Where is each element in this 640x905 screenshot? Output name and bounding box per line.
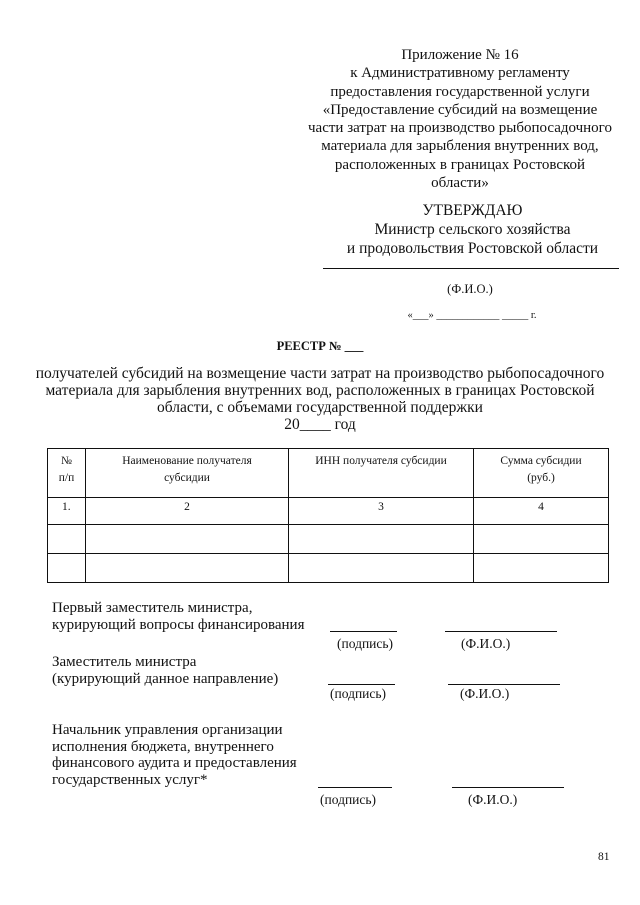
appendix-line: части затрат на производство рыбопосадочного [308, 120, 612, 137]
table-cell [474, 554, 609, 583]
signature-label: (подпись) [330, 686, 387, 701]
appendix-line: материала для зарыбления внутренних вод, [321, 138, 599, 155]
approval-line: Министр сельского хозяйства [374, 221, 571, 238]
header-cell-amount [474, 449, 609, 498]
appendix-line: области» [431, 175, 489, 192]
header-text: ИНН получателя субсидии [315, 455, 447, 467]
table-cell [86, 554, 289, 583]
header-text: субсидии [164, 472, 210, 484]
signature-line [318, 787, 392, 788]
table-cell [86, 525, 289, 554]
fio-line [445, 631, 557, 632]
appendix-line: предоставления государственной услуги [330, 83, 590, 100]
table-cell [474, 525, 609, 554]
signatory-title [52, 654, 332, 687]
header-text: п/п [58, 472, 75, 484]
fio-label: (Ф.И.О.) [461, 636, 511, 651]
appendix-line: расположенных в границах Ростовской [334, 156, 586, 173]
approval-fio-label: (Ф.И.О.) [447, 282, 493, 296]
table-row [48, 498, 609, 525]
fio-line [452, 787, 564, 788]
approval-line: и продовольствия Ростовской области [346, 240, 599, 257]
fio-line [448, 684, 560, 685]
header-text: Сумма субсидии [500, 455, 582, 467]
signature-line [328, 684, 395, 685]
approval-block [300, 201, 640, 258]
signatory-title-line: (курирующий данное направление) [52, 670, 279, 687]
signatory-title-line: исполнения бюджета, внутреннего [52, 738, 274, 755]
register-description-line: материала для зарыбления внутренних вод, расположенных в границах Ростовской [45, 382, 595, 399]
register-description-line: получателей субсидий на возмещение части затрат на производство рыбопосадочного [35, 365, 605, 382]
signature-label: (подпись) [320, 792, 377, 807]
approval-date-line: «___» ____________ _____ г. [407, 310, 537, 321]
signatory-title-line: Начальник управления организации [52, 722, 283, 738]
signatory-title-line: Заместитель министра [52, 654, 197, 670]
signature-line [330, 631, 397, 632]
table-cell: 3 [289, 498, 474, 525]
signatory-title-line: курирующий вопросы финансирования [52, 616, 305, 633]
signatory-title-line: государственных услуг* [52, 771, 208, 788]
header-text: Наименование получателя [122, 455, 252, 467]
table-cell [289, 525, 474, 554]
fio-label: (Ф.И.О.) [460, 686, 510, 701]
register-year: 20____ год [284, 416, 356, 433]
table-row [48, 525, 609, 554]
signatory-title-line: Первый заместитель министра, [52, 600, 253, 616]
signature-label: (подпись) [337, 636, 394, 651]
appendix-line: к Административному регламенту [350, 65, 570, 82]
approval-signature-line [323, 268, 619, 269]
register-table [47, 448, 609, 583]
header-cell-number [48, 449, 86, 498]
appendix-line: Приложение № 16 [401, 47, 519, 63]
signatory-title [52, 722, 332, 788]
fio-label: (Ф.И.О.) [468, 792, 518, 807]
register-description-line: области, с объемами государственной поддержки [157, 399, 483, 416]
signatory-title [52, 600, 332, 633]
page-number: 81 [598, 851, 610, 863]
register-title: РЕЕСТР № ___ [276, 339, 364, 353]
header-cell-inn [289, 449, 474, 498]
table-cell [48, 554, 86, 583]
approval-line: УТВЕРЖДАЮ [422, 202, 523, 219]
table-cell [289, 554, 474, 583]
appendix-line: «Предоставление субсидий на возмещение [322, 101, 598, 118]
header-cell-recipient [86, 449, 289, 498]
header-text: № [61, 455, 72, 467]
table-cell: 2 [86, 498, 289, 525]
table-cell [48, 525, 86, 554]
table-header-row [48, 449, 609, 498]
signatory-title-line: финансового аудита и предоставления [52, 755, 297, 771]
table-row [48, 554, 609, 583]
table-cell: 1. [48, 498, 86, 525]
header-text: (руб.) [527, 472, 555, 484]
register-description [30, 365, 610, 416]
table-cell: 4 [474, 498, 609, 525]
appendix-header [290, 46, 630, 192]
